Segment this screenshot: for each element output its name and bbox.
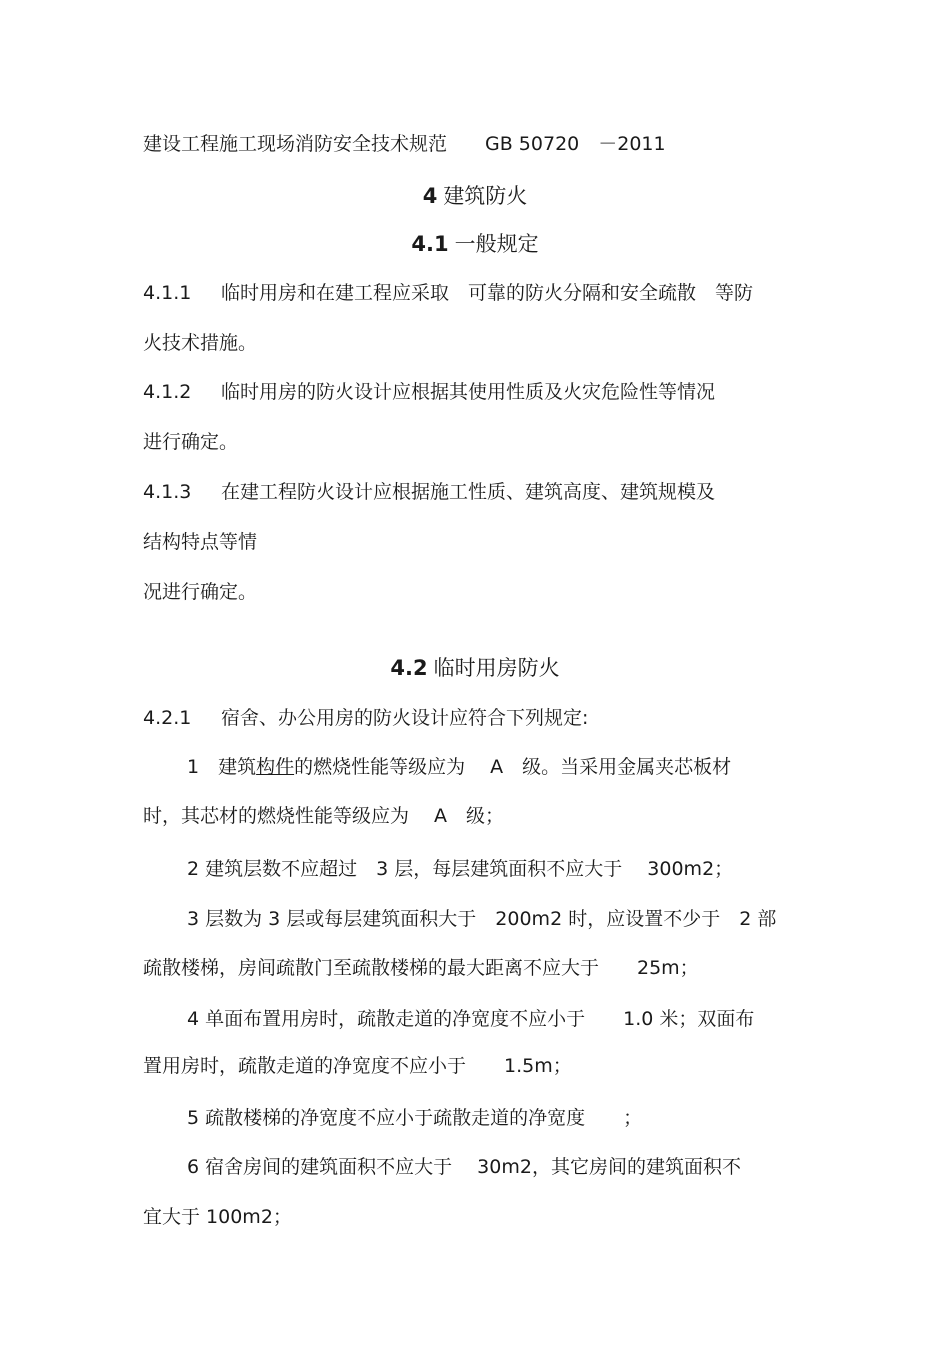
underlined-term: 构件 bbox=[256, 756, 295, 778]
list-item-6: 6 宿舍房间的建筑面积不应大于 30m2，其它房间的建筑面积不 bbox=[187, 1156, 741, 1178]
clause-text: 临时用房的防火设计应根据其使用性质及火灾危险性等情况 bbox=[221, 381, 716, 403]
list-item-3: 3 层数为 3 层或每层建筑面积大于 200m2 时，应设置不少于 2 部 bbox=[187, 908, 777, 930]
clause-number: 4.1.2 bbox=[143, 381, 192, 403]
clause-4-1-1 bbox=[143, 281, 753, 305]
clause-4-1-3-cont2: 况进行确定。 bbox=[143, 581, 258, 603]
list-item-2: 2 建筑层数不应超过 3 层，每层建筑面积不应大于 300m2； bbox=[187, 858, 734, 880]
clause-text: 临时用房和在建工程应采取 可靠的防火分隔和安全疏散 等防 bbox=[221, 282, 754, 304]
clause-4-1-2-cont: 进行确定。 bbox=[143, 431, 239, 453]
list-item-1-cont: 时，其芯材的燃烧性能等级应为 A 级； bbox=[143, 805, 505, 827]
list-item-4-cont: 置用房时，疏散走道的净宽度不应小于 1.5m； bbox=[143, 1055, 572, 1077]
clause-4-1-3 bbox=[143, 480, 715, 504]
section-title: 临时用房防火 bbox=[433, 656, 560, 680]
clause-number: 4.1.3 bbox=[143, 481, 192, 503]
clause-4-1-2 bbox=[143, 380, 715, 404]
document-header: 建设工程施工现场消防安全技术规范 GB 50720 －2011 bbox=[143, 133, 666, 155]
section-heading-4-2 bbox=[0, 656, 950, 680]
clause-number: 4.1.1 bbox=[143, 282, 192, 304]
list-item-6-cont: 宜大于 100m2； bbox=[143, 1206, 292, 1228]
chapter-heading bbox=[0, 184, 950, 208]
clause-4-1-3-cont: 结构特点等情 bbox=[143, 531, 258, 553]
list-item-4: 4 单面布置用房时，疏散走道的净宽度不应小于 1.0 米；双面布 bbox=[187, 1008, 755, 1030]
section-number: 4.2 bbox=[390, 656, 428, 680]
clause-4-2-1 bbox=[143, 706, 588, 730]
section-title: 一般规定 bbox=[454, 232, 539, 256]
list-item-1: 1 建筑构件的燃烧性能等级应为 A 级。当采用金属夹芯板材 bbox=[187, 756, 732, 778]
list-item-3-cont: 疏散楼梯，房间疏散门至疏散楼梯的最大距离不应大于 25m； bbox=[143, 957, 699, 979]
section-heading-4-1 bbox=[0, 232, 950, 256]
chapter-number: 4 bbox=[422, 184, 438, 208]
list-item-5: 5 疏散楼梯的净宽度不应小于疏散走道的净宽度 ； bbox=[187, 1107, 643, 1129]
clause-4-1-1-cont: 火技术措施。 bbox=[143, 332, 258, 354]
section-number: 4.1 bbox=[411, 232, 449, 256]
clause-number: 4.2.1 bbox=[143, 707, 192, 729]
clause-text: 在建工程防火设计应根据施工性质、建筑高度、建筑规模及 bbox=[221, 481, 716, 503]
chapter-title: 建筑防火 bbox=[443, 184, 528, 208]
clause-text: 宿舍、办公用房的防火设计应符合下列规定: bbox=[221, 707, 589, 729]
